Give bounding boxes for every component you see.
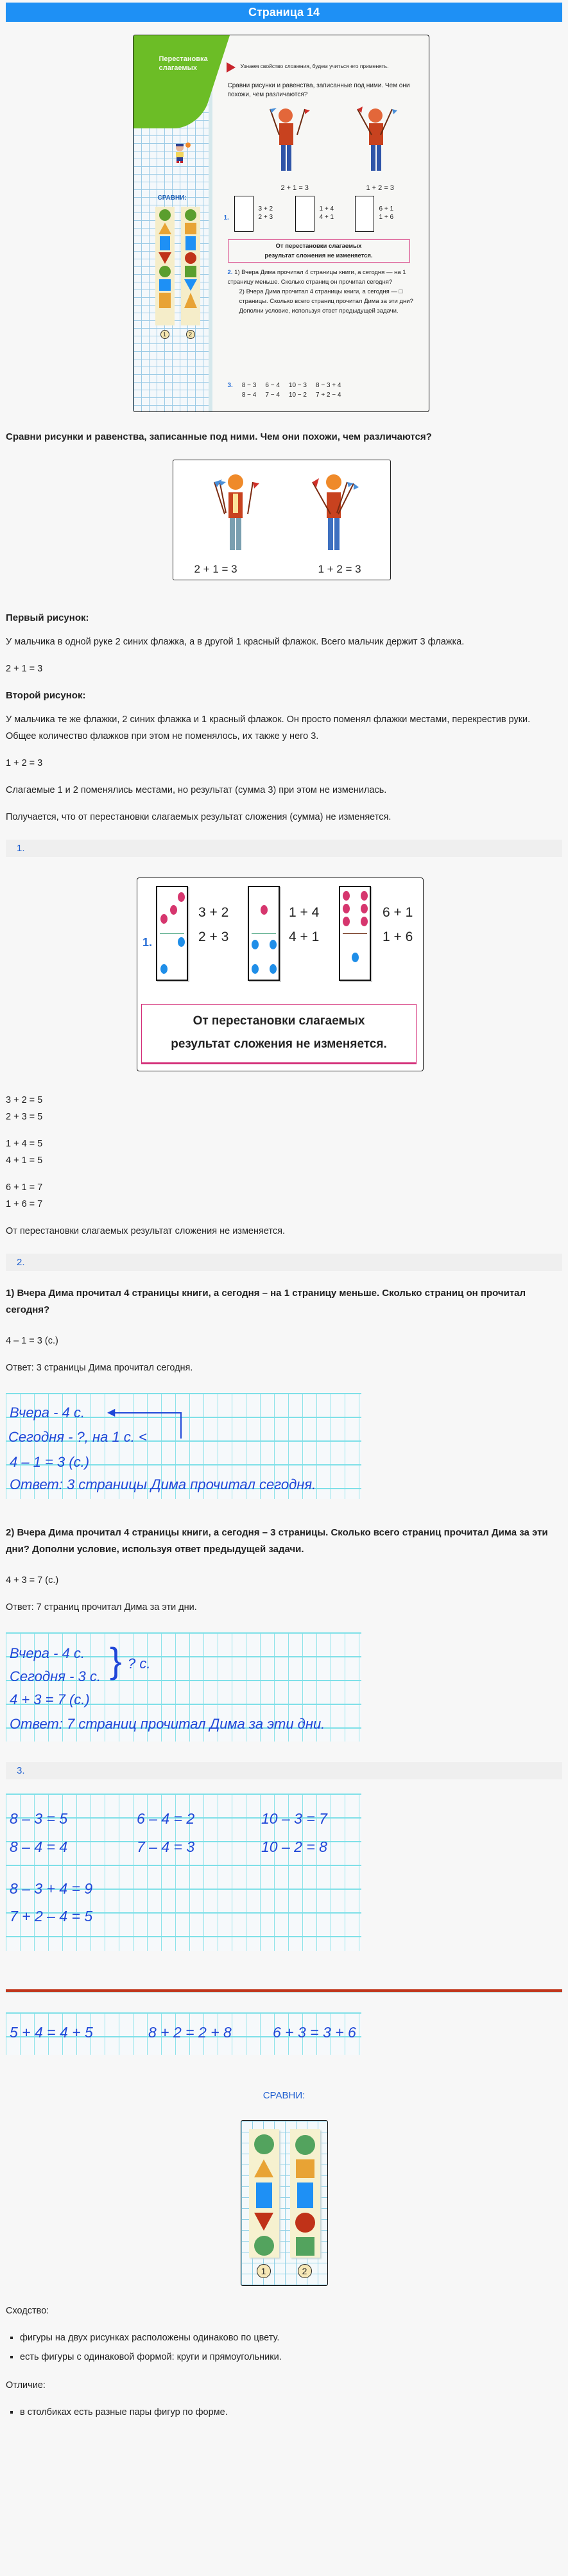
textbook-question: Сравни рисунки и равенства, записанные под ними. Чем они похожи, чем различаются? [227, 82, 410, 98]
task-2-part-2-solution: 4 + 3 = 7 (с.) [6, 1575, 59, 1586]
textbook-eq-left: 2 + 1 = 3 [280, 184, 309, 192]
sravni-heading: СРАВНИ: [262, 2090, 306, 2101]
green-circle-icon [254, 2134, 274, 2154]
boys-figure [173, 460, 391, 580]
task-1-equations: 3 + 2 = 5 2 + 3 = 5 1 + 4 = 5 4 + 1 = 5 6 + 1 = 7 1 + 6 = 7 [6, 1095, 43, 1209]
triangle-marker-icon [227, 62, 236, 73]
domino-1-4 [248, 886, 280, 981]
conclusion-2: Получается, что от перестановки слагаемых результат сложения (сумма) не изменяется. [6, 812, 392, 822]
green-circle-icon [254, 2236, 274, 2256]
notebook-solution-2: Вчера - 4 с. Сегодня - 3 с. } ? с. 4 + 3 = 7 (с.) Ответ: 7 страниц прочитал Дима за эти дни. [6, 1632, 361, 1742]
page-header [6, 3, 562, 22]
shape-column-1 [249, 2129, 279, 2258]
green-square-icon [296, 2237, 314, 2256]
shapes-comparison-figure [241, 2120, 328, 2286]
task-1-header: 1. [6, 840, 562, 857]
list-item: ▪ в столбиках есть разные пары фигур по форме. [20, 2403, 562, 2422]
red-inverted-triangle-icon [254, 2213, 273, 2231]
shape-column-1 [155, 207, 175, 325]
blue-rectangle-icon [297, 2183, 313, 2208]
orange-square-icon [296, 2159, 314, 2178]
textbook-page-image [133, 35, 429, 412]
second-picture-text: У мальчика те же флажки, 2 синих флажка и 1 красный флажок. Он просто поменял флажки местами, перекрестив руки. Общее количество флажков при этом не поменялось, их также у него 3. [6, 714, 531, 741]
task-2-part-2-question: 2) Вчера Дима прочитал 4 страницы книги, а сегодня – 3 страницы. Сколько всего страниц прочитал Дима за эти дни? Дополни условие, используя ответ предыдущей задачи. [6, 1527, 548, 1555]
boy-left-illustration [207, 469, 264, 559]
shape-column-2 [290, 2129, 320, 2258]
first-picture-text: У мальчика в одной руке 2 синих флажка, а в другой 1 красный флажок. Всего мальчик держит 3 флажка. [6, 637, 465, 647]
textbook-rule-box: От перестановки слагаемых результат сложения не изменяется. [228, 239, 410, 263]
task-2-part-1-answer: Ответ: 3 страницы Дима прочитал сегодня. [6, 1363, 193, 1373]
notebook-task-3: 8 – 3 = 5 6 – 4 = 2 10 – 3 = 7 8 – 4 = 4 7 – 4 = 3 10 – 2 = 8 8 – 3 + 4 = 9 7 + 2 – 4 = 5 [6, 1794, 361, 1951]
task-1-conclusion: От перестановки слагаемых результат сложения не изменяется. [6, 1226, 286, 1236]
column-number-1: 1 [257, 2264, 271, 2278]
similarity-heading: Сходство: [6, 2306, 49, 2316]
green-banner-shape [133, 35, 230, 128]
task-3-header: 3. [6, 1762, 562, 1779]
kid-mascot-icon [172, 141, 191, 167]
first-picture-heading: Первый рисунок: [6, 612, 89, 623]
conclusion-1: Слагаемые 1 и 2 поменялись местами, но результат (сумма 3) при этом не изменилась. [6, 785, 387, 795]
sravni-label: СРАВНИ: [157, 194, 187, 202]
list-item: ▪ есть фигуры с одинаковой формой: круги и прямоугольники. [20, 2347, 562, 2367]
textbook-content [220, 35, 426, 411]
boy-right-illustration [305, 469, 363, 559]
section-divider [6, 1989, 562, 1993]
notebook-solution-1: Вчера - 4 с. Сегодня - ?, на 1 с. < ◀ 4 – 1 = 3 (с.) Ответ: 3 страницы Дима прочитал сегодня. [6, 1393, 361, 1499]
textbook-eq-right: 1 + 2 = 3 [366, 184, 394, 192]
intro-text: Узнаем свойство сложения, будем учиться его применять. [240, 63, 389, 69]
difference-heading: Отличие: [6, 2380, 46, 2390]
orange-triangle-icon [254, 2159, 273, 2177]
brace-icon: } [110, 1640, 122, 1681]
textbook-exercise-1: 1. 3 + 2 2 + 3 1 + 4 4 + 1 6 + 1 1 + 6 [221, 196, 414, 234]
green-circle-icon [295, 2135, 315, 2155]
main-question: Сравни рисунки и равенства, записанные под ними. Чем они похожи, чем различаются? [6, 431, 432, 442]
task-2-header: 2. [6, 1254, 562, 1271]
arrow-connector [108, 1412, 182, 1439]
task-2-part-1-solution: 4 – 1 = 3 (с.) [6, 1336, 58, 1346]
shape-column-2 [181, 207, 200, 325]
figure-eq-right: 1 + 2 = 3 [318, 563, 361, 575]
rule-box: От перестановки слагаемых результат сложения не изменяется. [141, 1004, 417, 1064]
blue-rectangle-icon [256, 2183, 272, 2208]
task-2-part-1-question: 1) Вчера Дима прочитал 4 страницы книги, а сегодня – на 1 страницу меньше. Сколько страниц он прочитал сегодня? [6, 1288, 526, 1315]
domino-3-2 [156, 886, 188, 981]
page-title: Страница 14 [248, 6, 320, 19]
column-number-1: 1 [160, 330, 169, 339]
arrow-head-icon: ◀ [107, 1407, 116, 1418]
second-picture-equation: 1 + 2 = 3 [6, 758, 43, 768]
similarity-list [6, 2328, 562, 2367]
textbook-exercise-3: 3. 8 − 3 6 − 4 10 − 3 8 − 3 + 4 8 − 4 7 − 4 10 − 2 7 + 2 − 4 [227, 382, 341, 399]
figure-eq-left: 2 + 1 = 3 [194, 563, 237, 575]
column-number-2: 2 [298, 2264, 312, 2278]
column-number-2: 2 [186, 330, 195, 339]
list-item: ▪ фигуры на двух рисунках расположены одинаково по цвету. [20, 2328, 562, 2347]
difference-list [6, 2403, 562, 2422]
textbook-exercise-2: 2. 1) Вчера Дима прочитал 4 страницы книги, а сегодня — на 1 страницу меньше. Сколько страниц он прочитал сегодня? 2) Вчера Дима прочитал 4 страницы книги, а сегодня — □ страницы. Сколько всего страниц прочитал Дима за эти дни? Дополни условие, используя ответ предыдущей задачи. [227, 269, 413, 315]
second-picture-heading: Второй рисунок: [6, 690, 86, 701]
domino-6-1 [339, 886, 371, 981]
task-2-part-2-answer: Ответ: 7 страниц прочитал Дима за эти дни. [6, 1602, 197, 1612]
notebook-extra-task: 5 + 4 = 4 + 5 8 + 2 = 2 + 8 6 + 3 = 3 + 6 [6, 2012, 361, 2055]
domino-figure: 1. 3 + 2 2 + 3 1 + 4 4 + 1 6 + 1 1 + 6 От перестановки слагаемых результат сложения не изменяется. [137, 877, 424, 1071]
topic-title: Перестановка слагаемых [159, 55, 208, 72]
red-circle-icon [295, 2213, 315, 2233]
boys-with-flags-illustration [246, 103, 413, 180]
first-picture-equation: 2 + 1 = 3 [6, 664, 43, 674]
